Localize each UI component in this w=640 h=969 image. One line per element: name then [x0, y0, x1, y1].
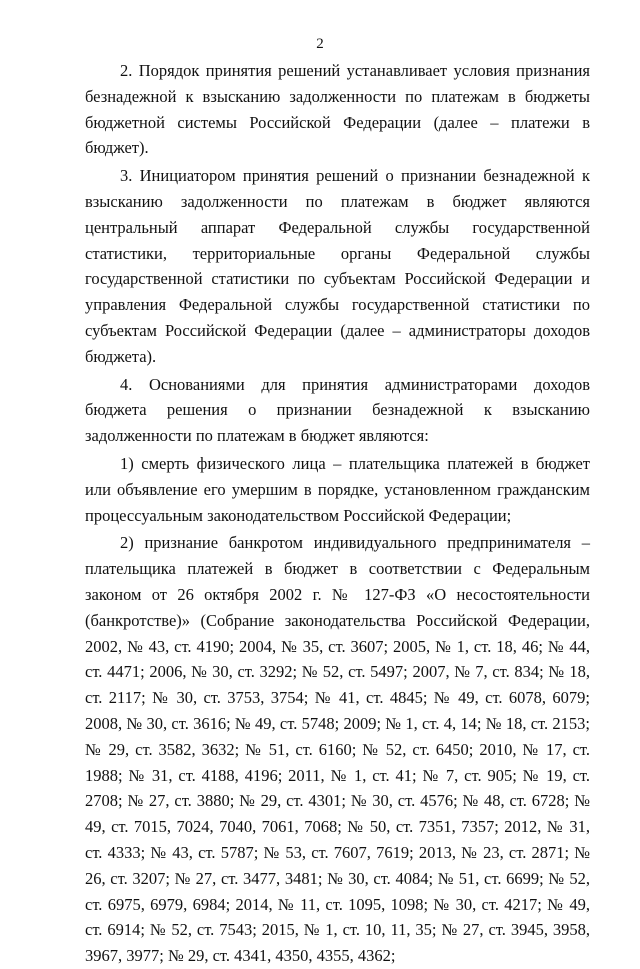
paragraph-4-item-2: 2) признание банкротом индивидуального предпринимателя – плательщика платежей в бюджет в соответствии с Федеральным законом от 26 октября 2002 г. № 127-ФЗ «О несостоятельности (банкротстве)» (Собрание законодательства Российской Федерации, 2002, № 43, ст. 4190; 2004, № 35, ст. 3607; 2005, № 1, ст. 18, 46; № 44, ст. 4471; 2006, № 30, ст. 3292; № 52, ст. 5497; 2007, № 7, ст. 834; № 18, ст. 2117; № 30, ст. 3753, 3754; № 41, ст. 4845; № 49, ст. 6078, 6079; 2008, № 30, ст. 3616; № 49, ст. 5748; 2009; № 1, ст. 4, 14; № 18, ст. 2153; № 29, ст. 3582, 3632; № 51, ст. 6160; № 52, ст. 6450; 2010, № 17, ст. 1988; № 31, ст. 4188, 4196; 2011, № 1, ст. 41; № 7, ст. 905; № 19, ст. 2708; № 27, ст. 3880; № 29, ст. 4301; № 30, ст. 4576; № 48, ст. 6728; № 49, ст. 7015, 7024, 7040, 7061, 7068; № 50, ст. 7351, 7357; 2012, № 31, ст. 4333; № 43, ст. 5787; № 53, ст. 7607, 7619; 2013, № 23, ст. 2871; № 26, ст. 3207; № 27, ст. 3477, 3481; № 30, ст. 4084; № 51, ст. 6699; № 52, ст. 6975, 6979, 6984; 2014, № 11, ст. 1095, 1098; № 30, ст. 4217; № 49, ст. 6914; № 52, ст. 7543; 2015, № 1, ст. 10, 11, 35; № 27, ст. 3945, 3958, 3967, 3977; № 29, ст. 4341, 4350, 4355, 4362;: [85, 533, 590, 966]
paragraph-4-item-1: 1) смерть физического лица – плательщика платежей в бюджет или объявление его умершим в порядке, установленном гражданским процессуальным законодательством Российской Федерации;: [85, 453, 590, 525]
paragraph-3: 3. Инициатором принятия решений о признании безнадежной к взысканию задолженности по платежам в бюджет являются центральный аппарат Федеральной службы государственной статистики, территориальные органы Федеральной службы государственной статистики по субъектам Российской Федерации и управления Федеральной службы государственной статистики по субъектам Российской Федерации (далее – администраторы доходов бюджета).: [85, 166, 590, 366]
paragraph-4: 4. Основаниями для принятия администраторами доходов бюджета решения о признании безнадежной к взысканию задолженности по платежам в бюджет являются:: [85, 374, 590, 446]
page-number: 2: [316, 36, 324, 52]
paragraph-2: 2. Порядок принятия решений устанавливает условия признания безнадежной к взысканию задолженности по платежам в бюджеты бюджетной системы Российской Федерации (далее – платежи в бюджет).: [85, 61, 590, 158]
document-body: [85, 58, 590, 969]
